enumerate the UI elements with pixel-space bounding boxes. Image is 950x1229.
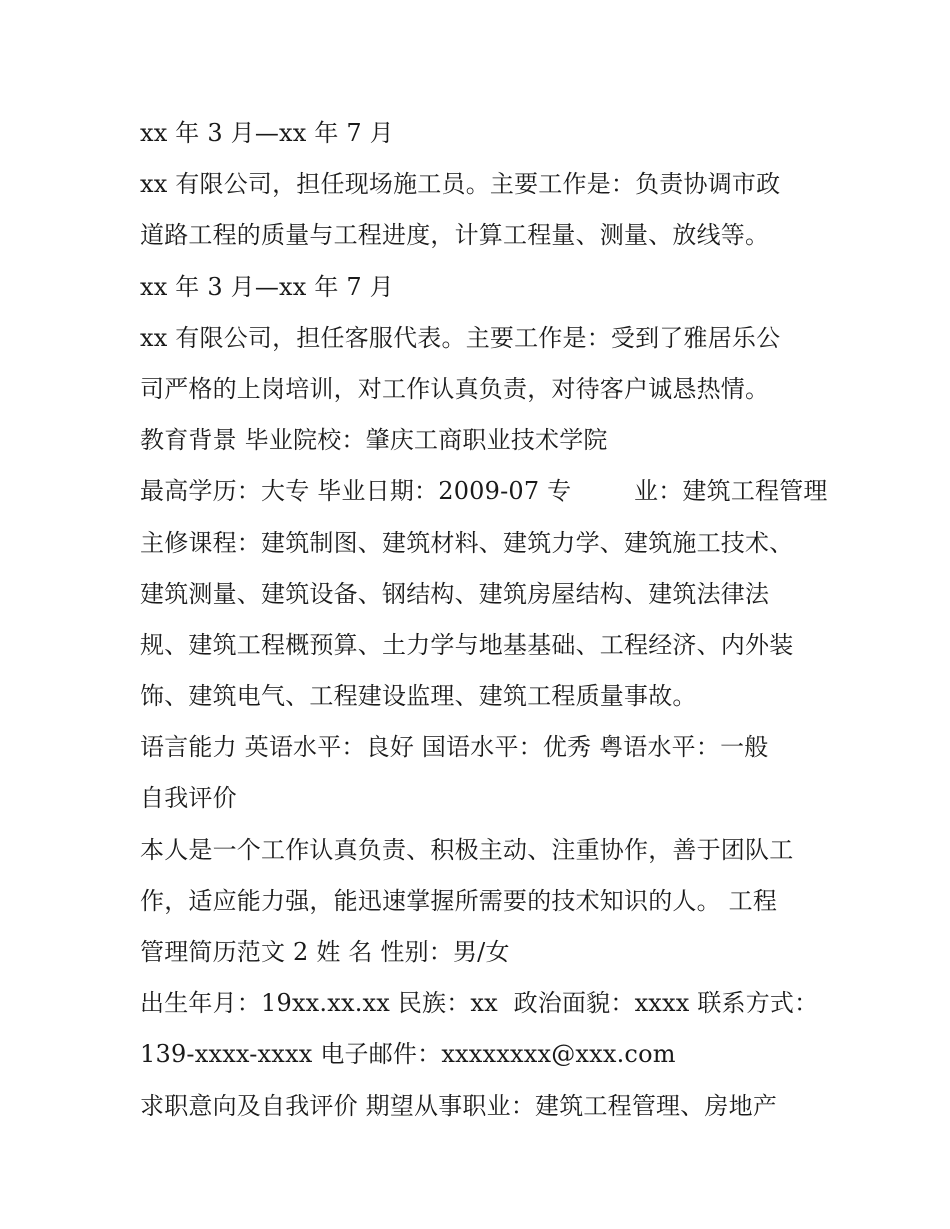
text-line: 139-xxxx-xxxx 电子邮件：xxxxxxxx@xxx.com (140, 1040, 676, 1069)
text-line: 饰、建筑电气、工程建设监理、建筑工程质量事故。 (140, 682, 697, 711)
text-line: 道路工程的质量与工程进度，计算工程量、测量、放线等。 (140, 221, 770, 250)
text-line: 教育背景 毕业院校：肇庆工商职业技术学院 (140, 426, 608, 455)
text-line: xx 有限公司，担任客服代表。主要工作是：受到了雅居乐公 (140, 323, 781, 352)
document-body (140, 108, 828, 1132)
text-line: 规、建筑工程概预算、土力学与地基基础、工程经济、内外装 (140, 630, 794, 659)
text-line: 最高学历：大专 毕业日期：2009-07 专 业：建筑工程管理 (140, 477, 828, 506)
text-line: xx 有限公司，担任现场施工员。主要工作是：负责协调市政 (140, 170, 781, 199)
text-line: xx 年 3 月—xx 年 7 月 (140, 272, 394, 301)
text-line: 出生年月：19xx.xx.xx 民族：xx 政治面貌：xxxx 联系方式： (140, 989, 819, 1018)
text-line: 建筑测量、建筑设备、钢结构、建筑房屋结构、建筑法律法 (140, 579, 770, 608)
text-line: 作，适应能力强，能迅速掌握所需要的技术知识的人。 工程 (140, 886, 778, 915)
section-heading: 自我评价 (140, 784, 237, 813)
text-line: xx 年 3 月—xx 年 7 月 (140, 119, 394, 147)
text-line: 语言能力 英语水平：良好 国语水平：优秀 粤语水平：一般 (140, 733, 769, 762)
text-line: 本人是一个工作认真负责、积极主动、注重协作，善于团队工 (140, 835, 794, 864)
text-line: 主修课程：建筑制图、建筑材料、建筑力学、建筑施工技术、 (140, 528, 794, 557)
text-line: 求职意向及自我评价 期望从事职业：建筑工程管理、房地产 (140, 1091, 778, 1120)
text-line: 司严格的上岗培训，对工作认真负责，对待客户诚恳热情。 (140, 374, 770, 403)
text-line: 管理简历范文 2 姓 名 性别：男/女 (140, 938, 510, 966)
